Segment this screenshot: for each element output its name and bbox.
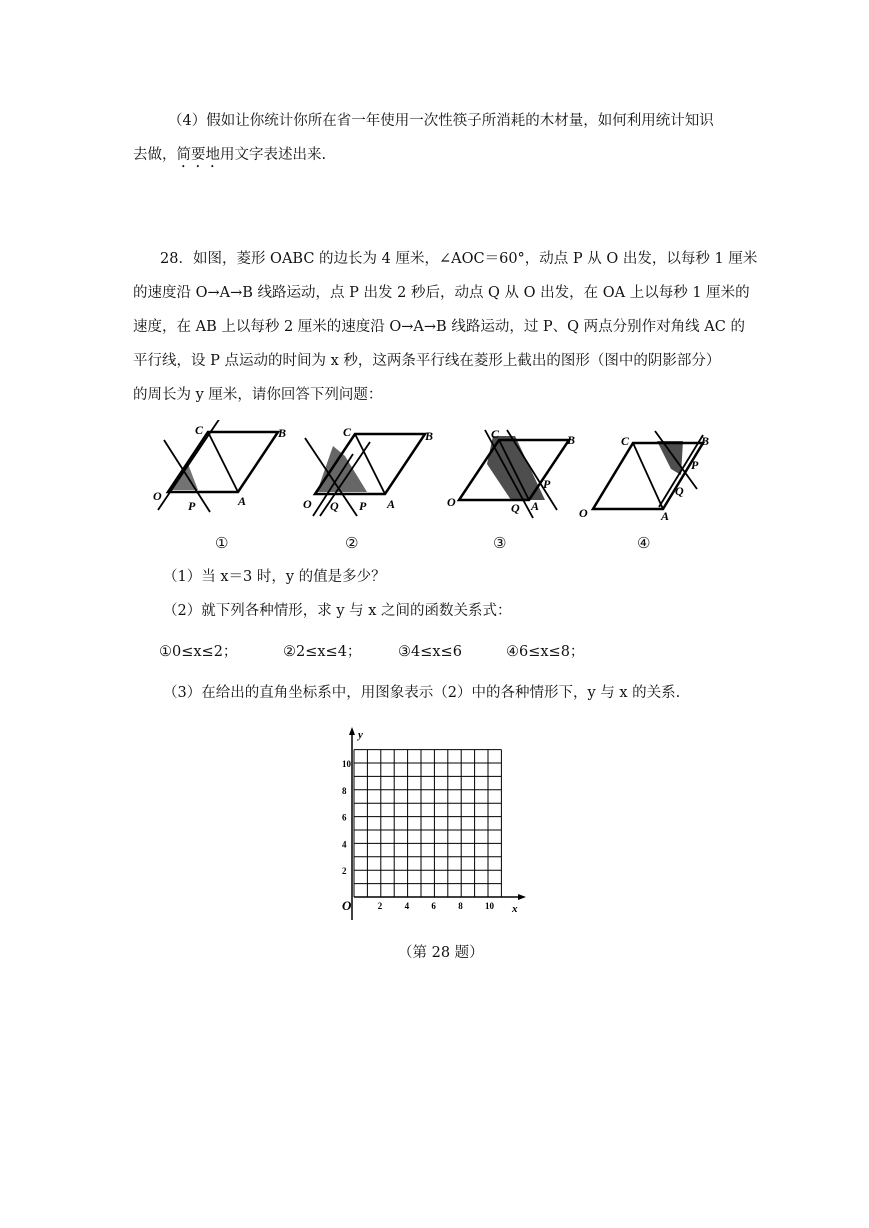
q28-line4: 平行线，设 P 点运动的时间为 x 秒，这两条平行线在菱形上截出的图形（图中的阴影部分）: [133, 353, 721, 369]
q27-line2-emphasis: 简要地: [176, 147, 220, 163]
q28-line3: 速度，在 AB 上以每秒 2 厘米的速度沿 O→A→B 线路运动，过 P、Q 两点分别作对角线 AC 的: [133, 319, 745, 335]
figure-label-1: ①: [215, 534, 229, 552]
y-tick-label: 4: [342, 839, 347, 850]
label-c: C: [343, 425, 352, 439]
label-o: O: [303, 497, 312, 511]
figure-label-3: ③: [493, 534, 507, 552]
label-p: P: [188, 499, 196, 513]
label-o: O: [447, 495, 456, 509]
label-b: B: [278, 426, 287, 440]
label-c: C: [195, 423, 204, 437]
tick-labels: [342, 759, 495, 911]
q28-case4: ④6≤x≤8；: [506, 644, 585, 660]
q28-line5: 的周长为 y 厘米，请你回答下列问题：: [133, 387, 383, 403]
label-q: Q: [511, 501, 520, 515]
q28-case1: ①0≤x≤2；: [159, 644, 238, 660]
label-b: B: [701, 434, 710, 448]
label-p: P: [359, 499, 367, 513]
q27-line2-post: 用文字表述出来.: [220, 147, 327, 163]
y-tick-label: 6: [342, 812, 347, 823]
q28-sub2: （2）就下列各种情形，求 y 与 x 之间的函数关系式：: [163, 603, 512, 619]
q28-sub1: （1）当 x＝3 时，y 的值是多少？: [163, 569, 386, 585]
rhombus-figure-1: [150, 420, 295, 520]
label-c: C: [621, 434, 630, 448]
label-c: C: [491, 427, 500, 441]
label-a: A: [238, 494, 247, 508]
y-axis-label: y: [358, 729, 363, 741]
y-tick-label: 10: [342, 759, 351, 769]
q28-sub3: （3）在给出的直角坐标系中，用图象表示（2）中的各种情形下，y 与 x 的关系.: [163, 685, 681, 701]
label-a: A: [661, 509, 670, 523]
x-tick-label: 2: [377, 901, 383, 911]
q28-case3: ③4≤x≤6: [398, 644, 462, 660]
label-b: B: [425, 429, 434, 443]
rhombus-figure-3: [445, 420, 595, 525]
label-o: O: [153, 489, 162, 503]
x-tick-label: 10: [485, 901, 494, 911]
x-axis-arrow-icon: [518, 894, 526, 900]
q27-part4-line2: [133, 145, 326, 171]
label-b: B: [567, 433, 576, 447]
x-axis-label: x: [512, 903, 518, 915]
y-axis-arrow-icon: [349, 727, 355, 735]
y-tick-label: 8: [342, 785, 347, 796]
label-a: A: [387, 497, 396, 511]
q28-line1: 28．如图，菱形 OABC 的边长为 4 厘米，∠AOC＝60°，动点 P 从 O 出发，以每秒 1 厘米: [160, 251, 758, 267]
figure-caption: （第 28 题）: [398, 945, 484, 961]
label-p: P: [691, 458, 699, 472]
q28-line2: 的速度沿 O→A→B 线路运动，点 P 出发 2 秒后，动点 Q 从 O 出发，在 OA 上以每秒 1 厘米的: [133, 285, 750, 301]
origin-label: O: [342, 898, 352, 913]
label-q: Q: [675, 484, 684, 498]
x-tick-label: 4: [404, 901, 410, 911]
figure-label-2: ②: [345, 534, 359, 552]
label-p: P: [543, 477, 551, 491]
grid-lines: [354, 750, 501, 897]
q27-line2-pre: 去做，: [133, 147, 177, 163]
label-q: Q: [330, 499, 339, 513]
y-tick-label: 2: [342, 866, 347, 877]
label-o: O: [579, 506, 588, 520]
rhombus-figure-4: [575, 425, 725, 525]
q28-case2: ②2≤x≤4；: [283, 644, 362, 660]
x-tick-label: 8: [458, 901, 463, 911]
label-a: A: [531, 499, 540, 513]
x-tick-label: 6: [431, 901, 436, 911]
rhombus-figure-2: [295, 420, 440, 520]
figure-label-4: ④: [637, 534, 651, 552]
coordinate-grid: [330, 722, 530, 927]
q27-part4-line1: （4）假如让你统计你所在省一年使用一次性筷子所消耗的木材量，如何利用统计知识: [168, 113, 714, 129]
